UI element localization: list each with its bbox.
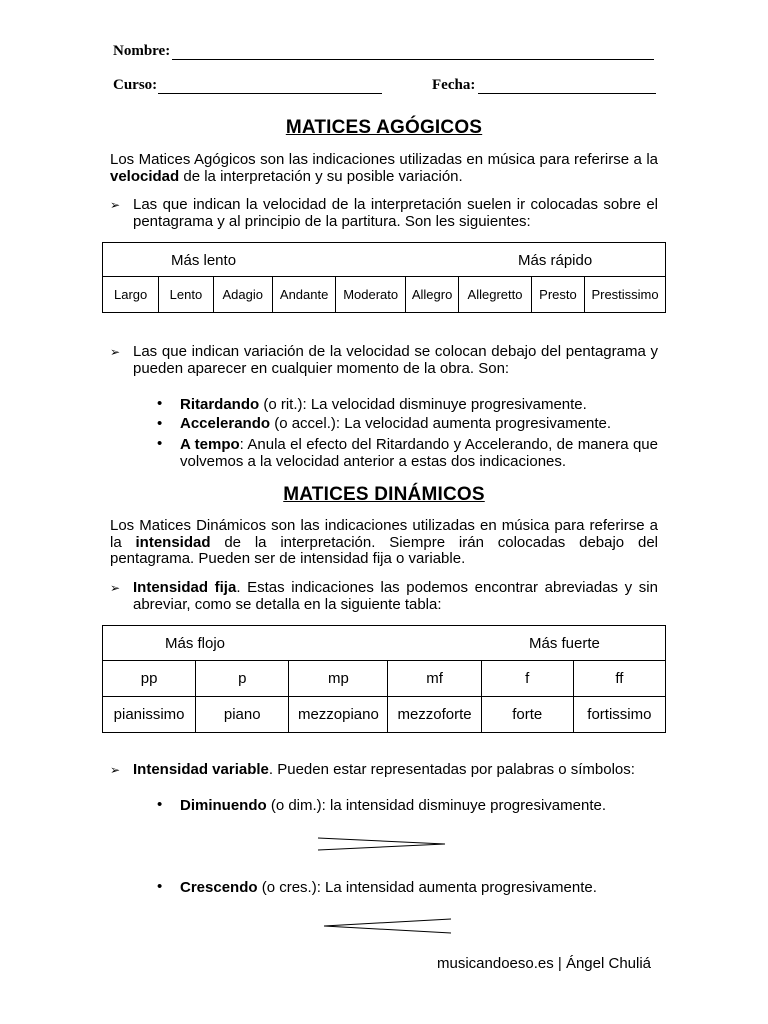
tempo-cell: Largo bbox=[103, 277, 159, 313]
diminuendo-hairpin-icon bbox=[316, 834, 448, 854]
mas-fuerte-label: Más fuerte bbox=[529, 635, 600, 652]
full-cell: forte bbox=[481, 697, 573, 733]
tempo-cell: Moderato bbox=[336, 277, 406, 313]
tempo-cell: Andante bbox=[272, 277, 335, 313]
mas-flojo-label: Más flojo bbox=[165, 635, 226, 652]
full-cell: pianissimo bbox=[103, 697, 196, 733]
agogicos-intro: Los Matices Agógicos son las indicaciones utilizadas en música para referirse a la velocidad de la interpretación y su posible variación. bbox=[110, 151, 658, 185]
dinamicos-point-2: Intensidad variable. Pueden estar representadas por palabras o símbolos: bbox=[133, 761, 635, 778]
tempo-cell: Presto bbox=[531, 277, 584, 313]
bullet-icon: • bbox=[157, 415, 163, 432]
arrow-bullet-icon: ➢ bbox=[110, 581, 121, 595]
arrow-bullet-icon: ➢ bbox=[110, 198, 121, 212]
dinamicos-point-1: Intensidad fija. Estas indicaciones las podemos encontrar abreviadas y sin abreviar, como se detalla en la siguiente tabla: bbox=[133, 579, 658, 613]
abbrev-cell: p bbox=[196, 661, 289, 697]
ritardando-item: Ritardando (o rit.): La velocidad disminuye progresivamente. bbox=[180, 396, 587, 413]
abbrev-cell: mp bbox=[289, 661, 388, 697]
tempo-table bbox=[102, 242, 666, 313]
curso-label: Curso: bbox=[113, 77, 158, 93]
nombre-field[interactable] bbox=[172, 59, 654, 60]
tempo-cell: Adagio bbox=[213, 277, 272, 313]
diminuendo-item: Diminuendo (o dim.): la intensidad disminuye progresivamente. bbox=[180, 797, 606, 814]
nombre-label: Nombre: bbox=[113, 43, 171, 59]
crescendo-hairpin-icon bbox=[322, 916, 454, 936]
agogicos-point-2: Las que indican variación de la velocidad se colocan debajo del pentagrama y pueden aparecer en cualquier momento de la obra. Son: bbox=[133, 343, 658, 377]
mas-lento-label: Más lento bbox=[171, 252, 237, 269]
tempo-cell: Allegro bbox=[405, 277, 458, 313]
curso-field[interactable] bbox=[158, 93, 382, 94]
fecha-field[interactable] bbox=[478, 93, 656, 94]
full-cell: piano bbox=[196, 697, 289, 733]
arrow-bullet-icon: ➢ bbox=[110, 763, 121, 777]
tempo-cell: Prestissimo bbox=[585, 277, 666, 313]
agogicos-point-1: Las que indican la velocidad de la interpretación suelen ir colocadas sobre el pentagrama y al principio de la partitura. Son les siguientes: bbox=[133, 196, 658, 230]
fecha-label: Fecha: bbox=[432, 77, 476, 93]
abbrev-cell: pp bbox=[103, 661, 196, 697]
abbrev-cell: ff bbox=[573, 661, 665, 697]
crescendo-item: Crescendo (o cres.): La intensidad aumenta progresivamente. bbox=[180, 879, 597, 896]
dinamicos-intro: Los Matices Dinámicos son las indicaciones utilizadas en música para referirse a la intensidad de la interpretación. Siempre irán colocadas debajo del pentagrama. Pueden ser de intensidad fija o variable. bbox=[110, 517, 658, 567]
tempo-cell: Allegretto bbox=[459, 277, 532, 313]
bullet-icon: • bbox=[157, 878, 163, 895]
tempo-table-header bbox=[103, 243, 666, 277]
dynamics-table bbox=[102, 625, 666, 733]
full-cell: mezzopiano bbox=[289, 697, 388, 733]
dinamicos-title: MATICES DINÁMICOS bbox=[283, 484, 485, 505]
full-cell: fortissimo bbox=[573, 697, 665, 733]
mas-rapido-label: Más rápido bbox=[518, 252, 593, 269]
a-tempo-item: A tempo: Anula el efecto del Ritardando y Accelerando, de manera que volvemos a la velocidad anterior a estas dos indicaciones. bbox=[180, 436, 658, 470]
footer-credit: musicandoeso.es | Ángel Chuliá bbox=[437, 955, 652, 972]
dynamics-table-header bbox=[103, 626, 666, 661]
full-cell: mezzoforte bbox=[388, 697, 481, 733]
accelerando-item: Accelerando (o accel.): La velocidad aumenta progresivamente. bbox=[180, 415, 612, 432]
abbrev-cell: mf bbox=[388, 661, 481, 697]
bullet-icon: • bbox=[157, 796, 163, 813]
agogicos-title: MATICES AGÓGICOS bbox=[285, 117, 483, 138]
arrow-bullet-icon: ➢ bbox=[110, 345, 121, 359]
abbrev-cell: f bbox=[481, 661, 573, 697]
bullet-icon: • bbox=[157, 435, 163, 452]
bullet-icon: • bbox=[157, 395, 163, 412]
tempo-cell: Lento bbox=[159, 277, 213, 313]
